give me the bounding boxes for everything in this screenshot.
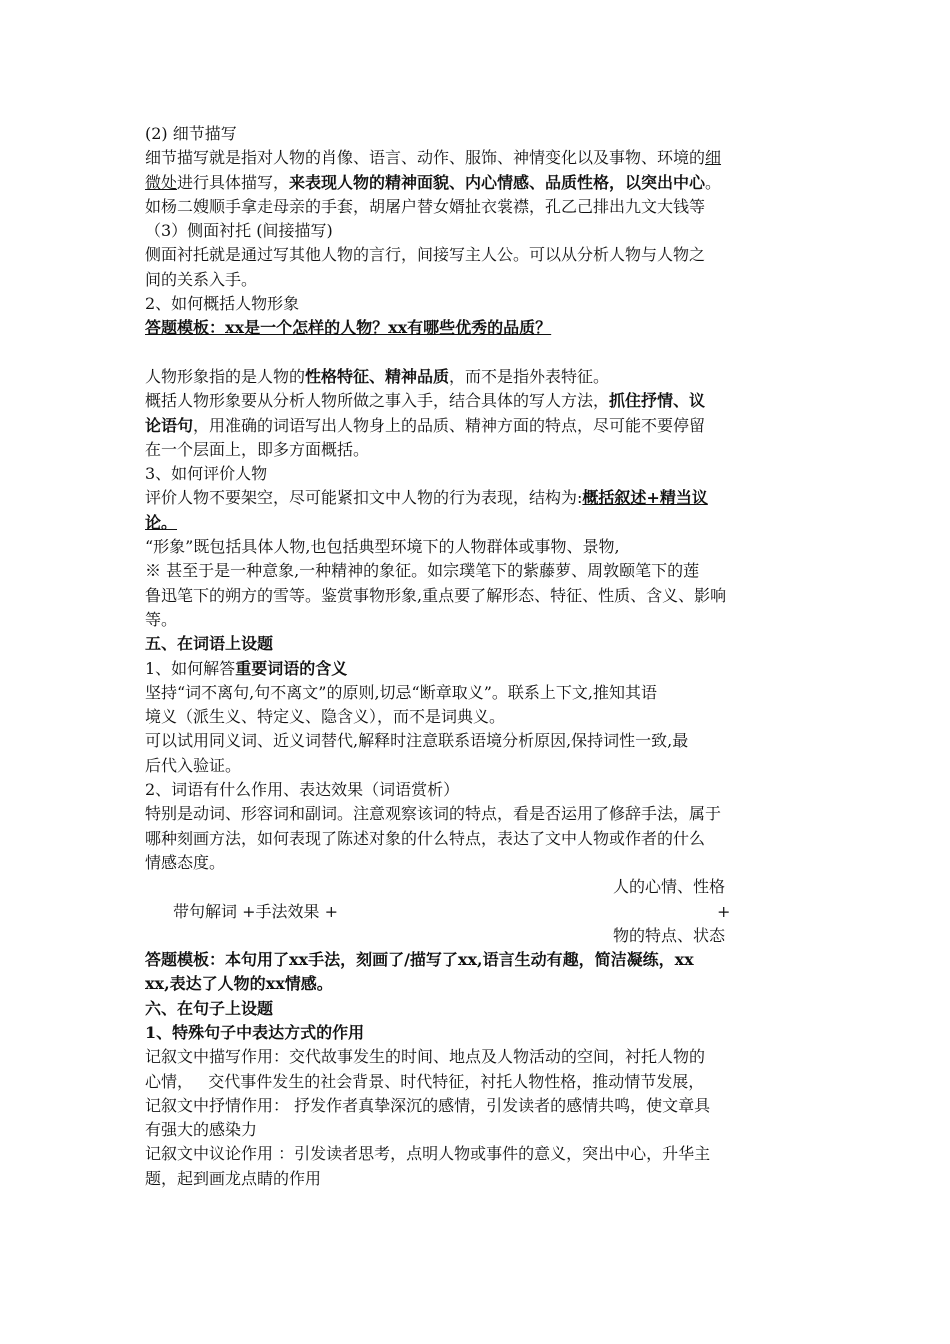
text-line: 情感态度。	[145, 852, 226, 872]
text-line: 人物形象指的是人物的性格特征、精神品质，而不是指外表特征。	[145, 366, 610, 386]
text-line: 在一个层面上，即多方面概括。	[145, 439, 370, 459]
text-line: 鲁迅笔下的朔方的雪等。鉴赏事物形象,重点要了解形态、特征、性质、含义、影响	[145, 585, 727, 605]
text-line: ※ 甚至于是一种意象,一种精神的象征。如宗璞笔下的紫藤萝、周敦颐笔下的莲	[145, 561, 700, 581]
text-line: 侧面衬托就是通过写其他人物的言行，间接写主人公。可以从分析人物与人物之	[145, 245, 706, 265]
diagram-label-top: 人的心情、性格	[613, 877, 726, 897]
text-line: 有强大的感染力	[145, 1120, 258, 1140]
text-line: 概括人物形象要从分析人物所做之事入手，结合具体的写人方法，抓住抒情、议	[145, 391, 706, 411]
text-line: 评价人物不要架空，尽可能紧扣文中人物的行为表现，结构为:概括叙述+精当议	[145, 488, 708, 508]
diagram-label-left: 带句解词 +手法效果 +	[173, 901, 338, 921]
diagram-label-bottom: 物的特点、状态	[613, 925, 726, 945]
answer-template: 答题模板：本句用了xx手法，刻画了/描写了xx,语言生动有趣，简洁凝练，xx	[145, 950, 694, 970]
text-line: 间的关系入手。	[145, 269, 258, 289]
text-line: 1、如何解答重要词语的含义	[145, 658, 348, 678]
text-line	[145, 292, 813, 316]
text-line: 可以试用同义词、近义词替代,解释时注意联系语境分析原因,保持词性一致,最	[145, 731, 689, 751]
text-line: 后代入验证。	[145, 755, 242, 775]
subheading: 2、词语有什么作用、表达效果（词语赏析）	[145, 780, 460, 800]
text-line: 微处进行具体描写，来表现人物的精神面貌、内心情感、品质性格，以突出中心。	[145, 172, 722, 192]
underlined-text: 细	[705, 148, 722, 168]
bold-text: 论语句	[145, 415, 194, 435]
text-line: 题，起到画龙点睛的作用	[145, 1168, 322, 1188]
text-line: 等。	[145, 609, 178, 629]
text-line	[145, 462, 813, 486]
text-line: 论语句，用准确的词语写出人物身上的品质、精神方面的特点，尽可能不要停留	[145, 415, 706, 435]
section-heading: 五、在词语上设题	[145, 634, 274, 654]
formula-diagram	[145, 875, 813, 948]
text-line: “形象”既包括具体人物,也包括典型环境下的人物群体或事物、景物,	[145, 537, 620, 557]
diagram-plus: +	[717, 901, 731, 921]
text-line: 如杨二嫂顺手拿走母亲的手套，胡屠户替女婿扯衣裳襟，孔乙己排出九文大钱等	[145, 196, 706, 216]
text-line: 坚持“词不离句,句不离文”的原则,切忌“断章取义”。联系上下文,推知其语	[145, 682, 657, 702]
text-line	[145, 511, 813, 535]
text-line: 记叙文中描写作用：交代故事发生的时间、地点及人物活动的空间，衬托人物的	[145, 1047, 706, 1067]
bold-text: 来表现人物的精神面貌、内心情感、品质性格，以突出中心	[289, 172, 706, 192]
underlined-text: 微处	[145, 172, 178, 192]
subheading: 3、如何评价人物	[145, 464, 268, 484]
bold-text: 性格特征、精神品质	[305, 366, 450, 386]
blank-line	[145, 341, 813, 365]
bold-underlined-text: 概括叙述+精当议	[582, 488, 708, 508]
text-line: 特别是动词、形容词和副词。注意观察该词的特点，看是否运用了修辞手法，属于	[145, 804, 722, 824]
answer-template: 答题模板：xx是一个怎样的人物？xx有哪些优秀的品质？	[145, 318, 552, 338]
subheading: 2、如何概括人物形象	[145, 294, 300, 314]
text-line	[145, 219, 813, 243]
text-line: 细节描写就是指对人物的肖像、语言、动作、服饰、神情变化以及事物、环境的细	[145, 148, 722, 168]
text-line: 心情， 交代事件发生的社会背景、时代特征，衬托人物性格，推动情节发展，	[145, 1071, 705, 1091]
text-line	[145, 778, 813, 802]
section-heading: 六、在句子上设题	[145, 998, 274, 1018]
text-line: 境义（派生义、特定义、隐含义），而不是词典义。	[145, 707, 506, 727]
bold-text: 抓住抒情、议	[609, 391, 706, 411]
subheading: (2) 细节描写	[145, 124, 237, 143]
subheading: 1、特殊句子中表达方式的作用	[145, 1022, 365, 1042]
bold-underlined-text: 论。	[145, 512, 178, 532]
text-line	[145, 122, 813, 146]
answer-template: xx,表达了人物的xx情感。	[145, 974, 333, 994]
text-line: 哪种刻画方法，如何表现了陈述对象的什么特点，表达了文中人物或作者的什么	[145, 828, 706, 848]
text-line	[145, 316, 813, 340]
text-line: 记叙文中议论作用 ：引发读者思考，点明人物或事件的意义，突出中心，升华主	[145, 1144, 711, 1164]
subheading: （3）侧面衬托 (间接描写)	[145, 221, 333, 241]
document-page	[145, 122, 813, 1191]
bold-text: 重要词语的含义	[235, 658, 348, 678]
text-line: 记叙文中抒情作用： 抒发作者真挚深沉的感情，引发读者的感情共鸣，使文章具	[145, 1095, 711, 1115]
